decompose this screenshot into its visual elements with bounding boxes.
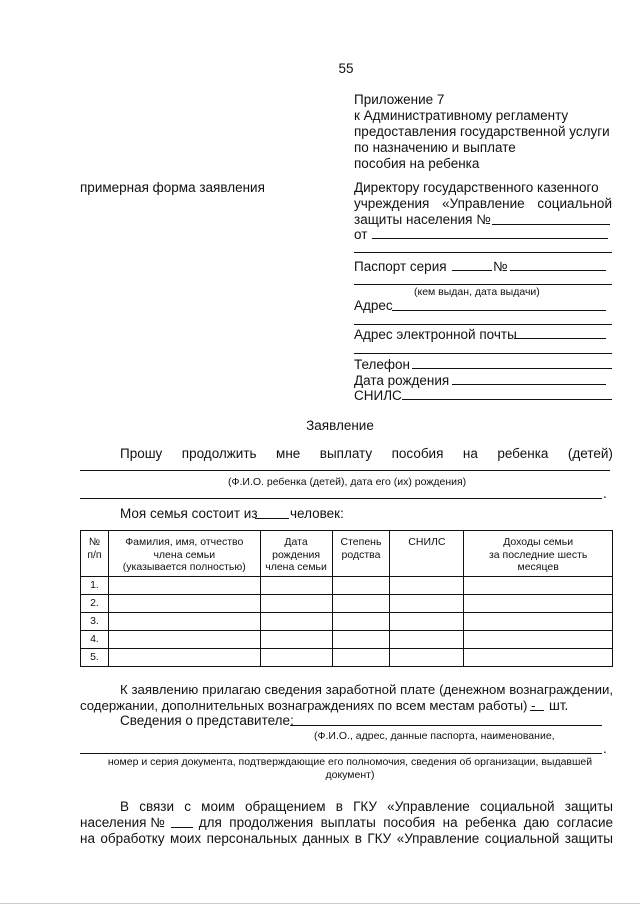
table-cell[interactable] <box>108 631 260 649</box>
table-row <box>81 631 613 649</box>
table-cell[interactable] <box>260 631 332 649</box>
passport-number-field[interactable] <box>510 270 606 271</box>
form-label: примерная форма заявления <box>80 180 265 195</box>
consent-text: населения № <box>80 815 165 830</box>
row-number: 2. <box>81 595 109 613</box>
addressee-word: «Управление <box>442 196 525 211</box>
header-number: № п/п <box>81 531 109 577</box>
line-end-dot: . <box>603 486 607 501</box>
addressee-word: социальной <box>537 196 612 211</box>
table-cell[interactable] <box>464 613 613 631</box>
snils-label: СНИЛС <box>354 388 402 403</box>
table-cell[interactable] <box>108 613 260 631</box>
table-cell[interactable] <box>108 649 260 667</box>
attachment-units: шт. <box>549 698 569 713</box>
request-word: пособия <box>391 446 444 461</box>
row-number: 3. <box>81 613 109 631</box>
passport-series-field[interactable] <box>452 270 492 271</box>
row-number: 1. <box>81 577 109 595</box>
from-field[interactable] <box>372 238 608 239</box>
representative-field[interactable] <box>290 725 602 726</box>
row-number: 4. <box>81 631 109 649</box>
table-cell[interactable] <box>260 595 332 613</box>
table-row <box>81 649 613 667</box>
table-cell[interactable] <box>332 649 390 667</box>
table-cell[interactable] <box>464 595 613 613</box>
issued-caption: (кем выдан, дата выдачи) <box>414 286 540 298</box>
department-number-field[interactable] <box>492 224 610 225</box>
table-header-row <box>81 531 613 577</box>
family-size-prefix: Моя семья состоит из <box>120 506 258 521</box>
child-caption: (Ф.И.О. ребенка (детей), дата его (их) рождения) <box>228 476 467 488</box>
request-word: Прошу <box>120 446 163 461</box>
header-income: Доходы семьи за последние шесть месяцев <box>464 531 613 577</box>
table-cell[interactable] <box>108 577 260 595</box>
request-word: выплату <box>319 446 373 461</box>
consent-line2 <box>80 815 613 831</box>
passport-number-label: № <box>493 259 508 274</box>
representative-field-extra[interactable] <box>80 753 602 754</box>
attachment-line1: К заявлению прилагаю сведения заработной плате (денежном вознаграждении, <box>120 682 613 697</box>
header-birth-date: Дата рождения члена семьи <box>260 531 332 577</box>
appendix-header <box>354 92 624 172</box>
attachment-line2: содержании, дополнительных вознаграждениях по всем местам работы) - <box>80 698 536 713</box>
passport-series-label: Паспорт серия <box>354 259 447 274</box>
addressee-line3: защиты населения № <box>354 212 491 227</box>
addressee-line1: Директору государственного казенного <box>354 180 599 195</box>
table-cell[interactable] <box>390 613 464 631</box>
from-field-extra[interactable] <box>354 252 612 253</box>
representative-label: Сведения о представителе: <box>120 713 294 728</box>
appendix-line: по назначению и выплате <box>354 140 516 155</box>
birth-date-field[interactable] <box>452 384 606 385</box>
family-size-suffix: человек: <box>290 506 344 521</box>
consent-line1: В связи с моим обращением в ГКУ «Управление социальной защиты <box>120 799 613 814</box>
request-word: (детей) <box>567 446 613 461</box>
consent-line3: на обработку моих персональных данных в ГКУ «Управление социальной защиты <box>80 831 613 846</box>
table-cell[interactable] <box>464 631 613 649</box>
header-full-name: Фамилия, имя, отчество члена семьи (указывается полностью) <box>108 531 260 577</box>
request-word: на <box>462 446 478 461</box>
table-cell[interactable] <box>464 577 613 595</box>
email-field-extra[interactable] <box>354 353 612 354</box>
representative-caption3: документ) <box>325 769 375 781</box>
email-label: Адрес электронной почты <box>354 327 517 342</box>
address-field-extra[interactable] <box>354 324 612 325</box>
salary-count-field[interactable] <box>530 710 544 711</box>
email-field[interactable] <box>514 338 606 339</box>
table-cell[interactable] <box>332 577 390 595</box>
table-cell[interactable] <box>260 613 332 631</box>
phone-label: Телефон <box>354 357 411 372</box>
table-cell[interactable] <box>390 631 464 649</box>
address-field[interactable] <box>392 310 606 311</box>
child-info-field-extra[interactable] <box>80 498 602 499</box>
table-row <box>81 577 613 595</box>
request-word: мне <box>276 446 301 461</box>
representative-caption1: (Ф.И.О., адрес, данные паспорта, наименование, <box>314 730 555 742</box>
appendix-line: пособия на ребенка <box>354 156 480 171</box>
address-label: Адрес <box>354 298 393 313</box>
appendix-line: Приложение 7 <box>354 92 445 107</box>
snils-field[interactable] <box>402 399 612 400</box>
table-row <box>81 613 613 631</box>
row-number: 5. <box>81 649 109 667</box>
line-end-dot: . <box>603 741 607 756</box>
from-label: от <box>354 227 368 242</box>
family-table <box>80 530 613 667</box>
table-cell[interactable] <box>260 577 332 595</box>
table-cell[interactable] <box>332 631 390 649</box>
table-cell[interactable] <box>332 613 390 631</box>
document-title: Заявление <box>306 418 374 433</box>
table-cell[interactable] <box>332 595 390 613</box>
addressee-line2 <box>354 196 612 212</box>
page-edge <box>0 903 640 904</box>
request-word: продолжить <box>181 446 257 461</box>
passport-issued-field[interactable] <box>354 284 612 285</box>
header-relation: Степень родства <box>332 531 390 577</box>
table-row <box>81 595 613 613</box>
representative-caption2: номер и серия документа, подтверждающие его полномочия, сведения об организации, выдавшей <box>107 756 593 768</box>
phone-field[interactable] <box>412 368 612 369</box>
table-cell[interactable] <box>390 649 464 667</box>
header-snils: СНИЛС <box>390 531 464 577</box>
page-number: 55 <box>338 61 354 76</box>
table-cell[interactable] <box>390 595 464 613</box>
consent-number-field[interactable] <box>171 815 193 828</box>
request-word: ребенка <box>497 446 549 461</box>
request-line <box>120 446 613 462</box>
addressee-word: учреждения <box>354 196 430 211</box>
appendix-line: к Административному регламенту <box>354 108 569 123</box>
table-cell[interactable] <box>464 649 613 667</box>
table-cell[interactable] <box>108 595 260 613</box>
family-size-field[interactable] <box>255 518 289 519</box>
table-cell[interactable] <box>390 577 464 595</box>
table-cell[interactable] <box>260 649 332 667</box>
birth-date-label: Дата рождения <box>354 373 450 388</box>
child-info-field[interactable] <box>80 470 610 471</box>
consent-text: для продолжения выплаты пособия на ребенка даю согласие <box>198 815 613 830</box>
appendix-line: предоставления государственной услуги <box>354 124 610 139</box>
